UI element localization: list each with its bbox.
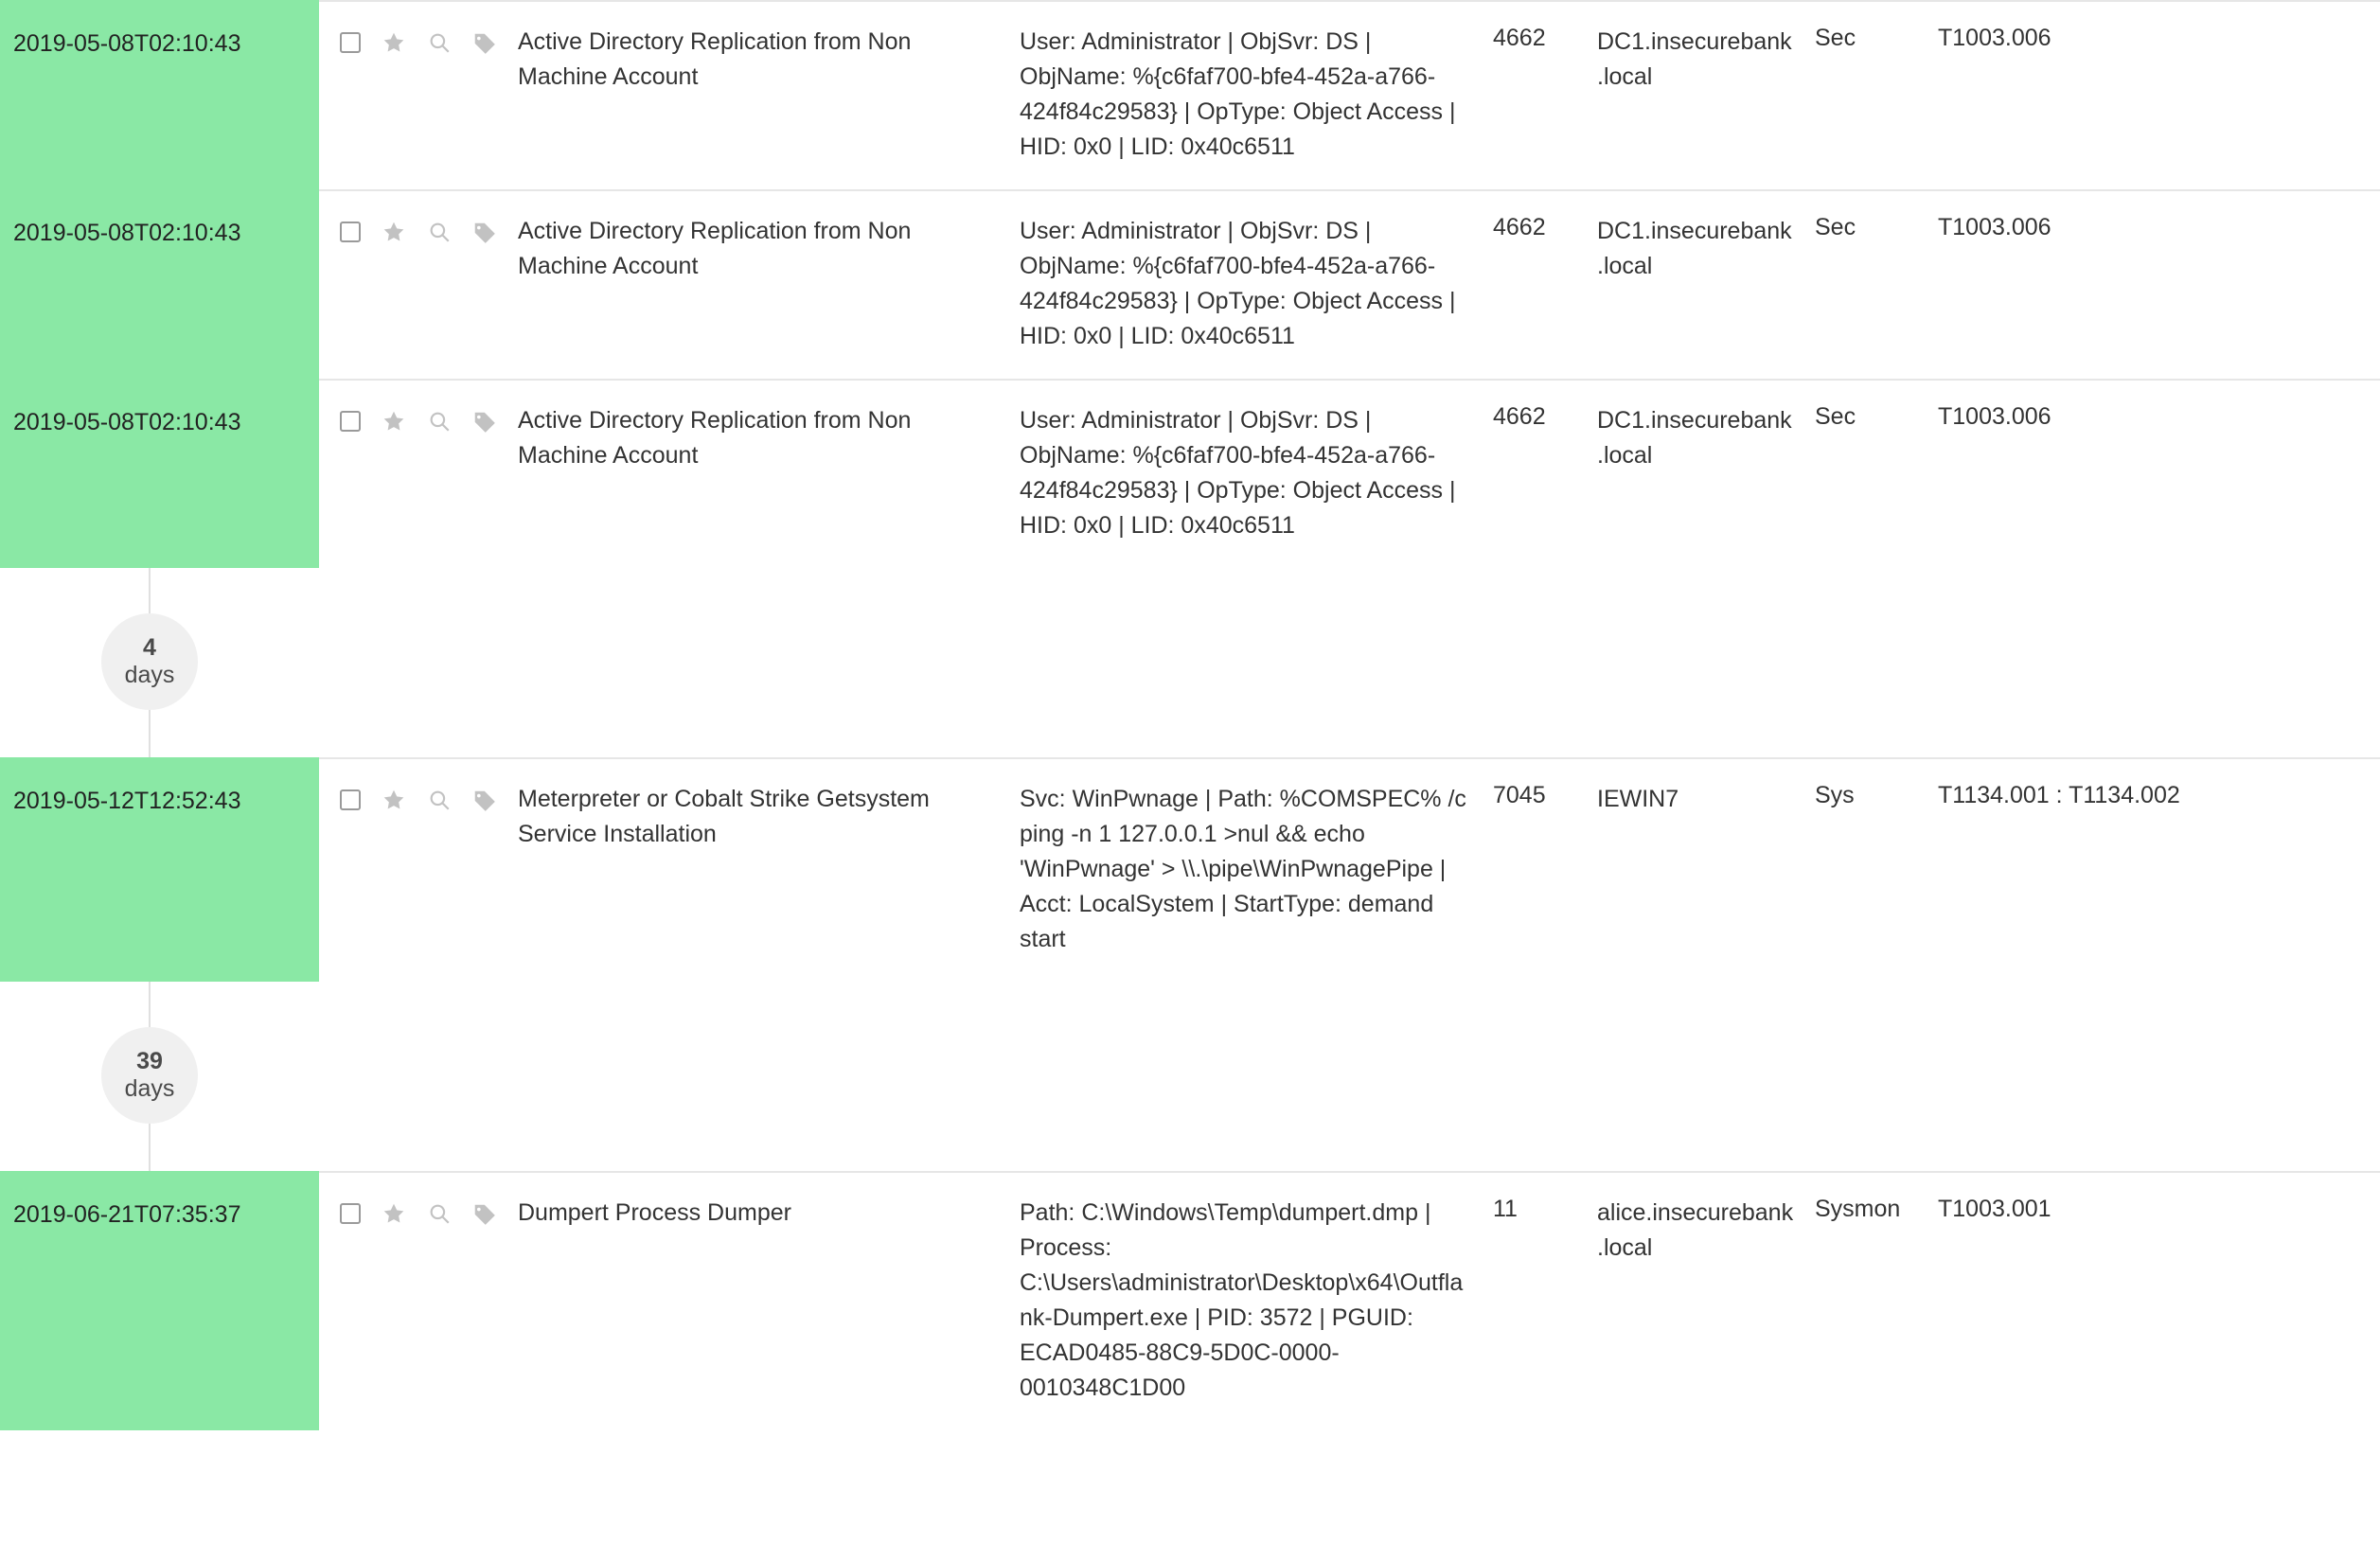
event-source: Sysmon — [1815, 1196, 1901, 1222]
row-actions — [319, 25, 518, 55]
table-row[interactable] — [0, 757, 2380, 982]
star-icon[interactable] — [382, 788, 406, 812]
event-id: 4662 — [1493, 25, 1546, 51]
event-rule-name: Active Directory Replication from Non Machine Account — [518, 407, 912, 469]
star-icon[interactable] — [382, 220, 406, 244]
checkbox-icon[interactable] — [340, 1203, 361, 1224]
checkbox-icon[interactable] — [340, 222, 361, 242]
event-timestamp: 2019-05-12T12:52:43 — [0, 757, 319, 982]
table-row[interactable] — [0, 1171, 2380, 1430]
event-source: Sys — [1815, 782, 1855, 808]
tag-icon[interactable] — [472, 30, 497, 55]
tag-icon[interactable] — [472, 1201, 497, 1226]
table-row[interactable] — [0, 379, 2380, 568]
search-icon[interactable] — [427, 788, 452, 812]
event-source: Sec — [1815, 403, 1856, 430]
event-id: 4662 — [1493, 403, 1546, 430]
gap-unit: days — [124, 662, 175, 688]
star-icon[interactable] — [382, 409, 406, 434]
tag-icon[interactable] — [472, 220, 497, 244]
checkbox-icon[interactable] — [340, 32, 361, 53]
row-actions — [319, 782, 518, 812]
event-id: 4662 — [1493, 214, 1546, 240]
event-source: Sec — [1815, 214, 1856, 240]
row-actions — [319, 214, 518, 244]
search-icon[interactable] — [427, 30, 452, 55]
gap-unit: days — [124, 1075, 175, 1102]
search-icon[interactable] — [427, 1201, 452, 1226]
event-detail: Path: C:\Windows\Temp\dumpert.dmp | Process: C:\Users\administrator\Desktop\x64\Outflank-Dumpert.exe | PID: 3572 | PGUID: ECAD0485-88C9-5D0C-0000-0010348C1D00 — [1020, 1199, 1464, 1401]
event-technique: T1003.006 — [1938, 25, 2051, 51]
tag-icon[interactable] — [472, 409, 497, 434]
event-detail: User: Administrator | ObjSvr: DS | ObjName: %{c6faf700-bfe4-452a-a766-424f84c29583} | OpType: Object Access | HID: 0x0 | LID: 0x40c6511 — [1020, 28, 1456, 160]
table-row[interactable] — [0, 189, 2380, 379]
event-technique: T1003.006 — [1938, 214, 2051, 240]
event-technique: T1003.001 — [1938, 1196, 2051, 1222]
table-row[interactable] — [0, 0, 2380, 189]
checkbox-icon[interactable] — [340, 411, 361, 432]
row-actions — [319, 1196, 518, 1226]
event-technique: T1003.006 — [1938, 403, 2051, 430]
event-host: DC1.insecurebank.local — [1597, 407, 1792, 469]
event-rule-name: Meterpreter or Cobalt Strike Getsystem Service Installation — [518, 786, 930, 847]
event-detail: User: Administrator | ObjSvr: DS | ObjName: %{c6faf700-bfe4-452a-a766-424f84c29583} | OpType: Object Access | HID: 0x0 | LID: 0x40c6511 — [1020, 218, 1456, 349]
tag-icon[interactable] — [472, 788, 497, 812]
event-timestamp: 2019-05-08T02:10:43 — [0, 0, 319, 189]
search-icon[interactable] — [427, 220, 452, 244]
checkbox-icon[interactable] — [340, 789, 361, 810]
gap-bubble — [101, 613, 198, 710]
gap-bubble — [101, 1027, 198, 1124]
search-icon[interactable] — [427, 409, 452, 434]
event-technique: T1134.001 : T1134.002 — [1938, 782, 2180, 808]
event-timestamp: 2019-05-08T02:10:43 — [0, 189, 319, 379]
event-id: 11 — [1493, 1196, 1518, 1222]
event-rule-name: Dumpert Process Dumper — [518, 1199, 791, 1226]
event-rule-name: Active Directory Replication from Non Machine Account — [518, 28, 912, 90]
event-source: Sec — [1815, 25, 1856, 51]
event-id: 7045 — [1493, 782, 1546, 808]
event-host: alice.insecurebank.local — [1597, 1199, 1794, 1261]
event-detail: Svc: WinPwnage | Path: %COMSPEC% /c ping -n 1 127.0.0.1 >nul && echo 'WinPwnage' > \\.\pipe\WinPwnagePipe | Acct: LocalSystem | StartType: demand start — [1020, 786, 1466, 952]
row-actions — [319, 403, 518, 434]
timeline-gap-marker — [0, 982, 2380, 1171]
star-icon[interactable] — [382, 30, 406, 55]
event-timestamp: 2019-05-08T02:10:43 — [0, 379, 319, 568]
timeline-gap-marker — [0, 568, 2380, 757]
event-rule-name: Active Directory Replication from Non Machine Account — [518, 218, 912, 279]
star-icon[interactable] — [382, 1201, 406, 1226]
gap-number: 4 — [143, 634, 156, 662]
event-host: DC1.insecurebank.local — [1597, 28, 1792, 90]
gap-number: 39 — [136, 1048, 163, 1075]
event-timestamp: 2019-06-21T07:35:37 — [0, 1171, 319, 1430]
event-host: IEWIN7 — [1597, 786, 1679, 812]
event-detail: User: Administrator | ObjSvr: DS | ObjName: %{c6faf700-bfe4-452a-a766-424f84c29583} | OpType: Object Access | HID: 0x0 | LID: 0x40c6511 — [1020, 407, 1456, 539]
event-host: DC1.insecurebank.local — [1597, 218, 1792, 279]
